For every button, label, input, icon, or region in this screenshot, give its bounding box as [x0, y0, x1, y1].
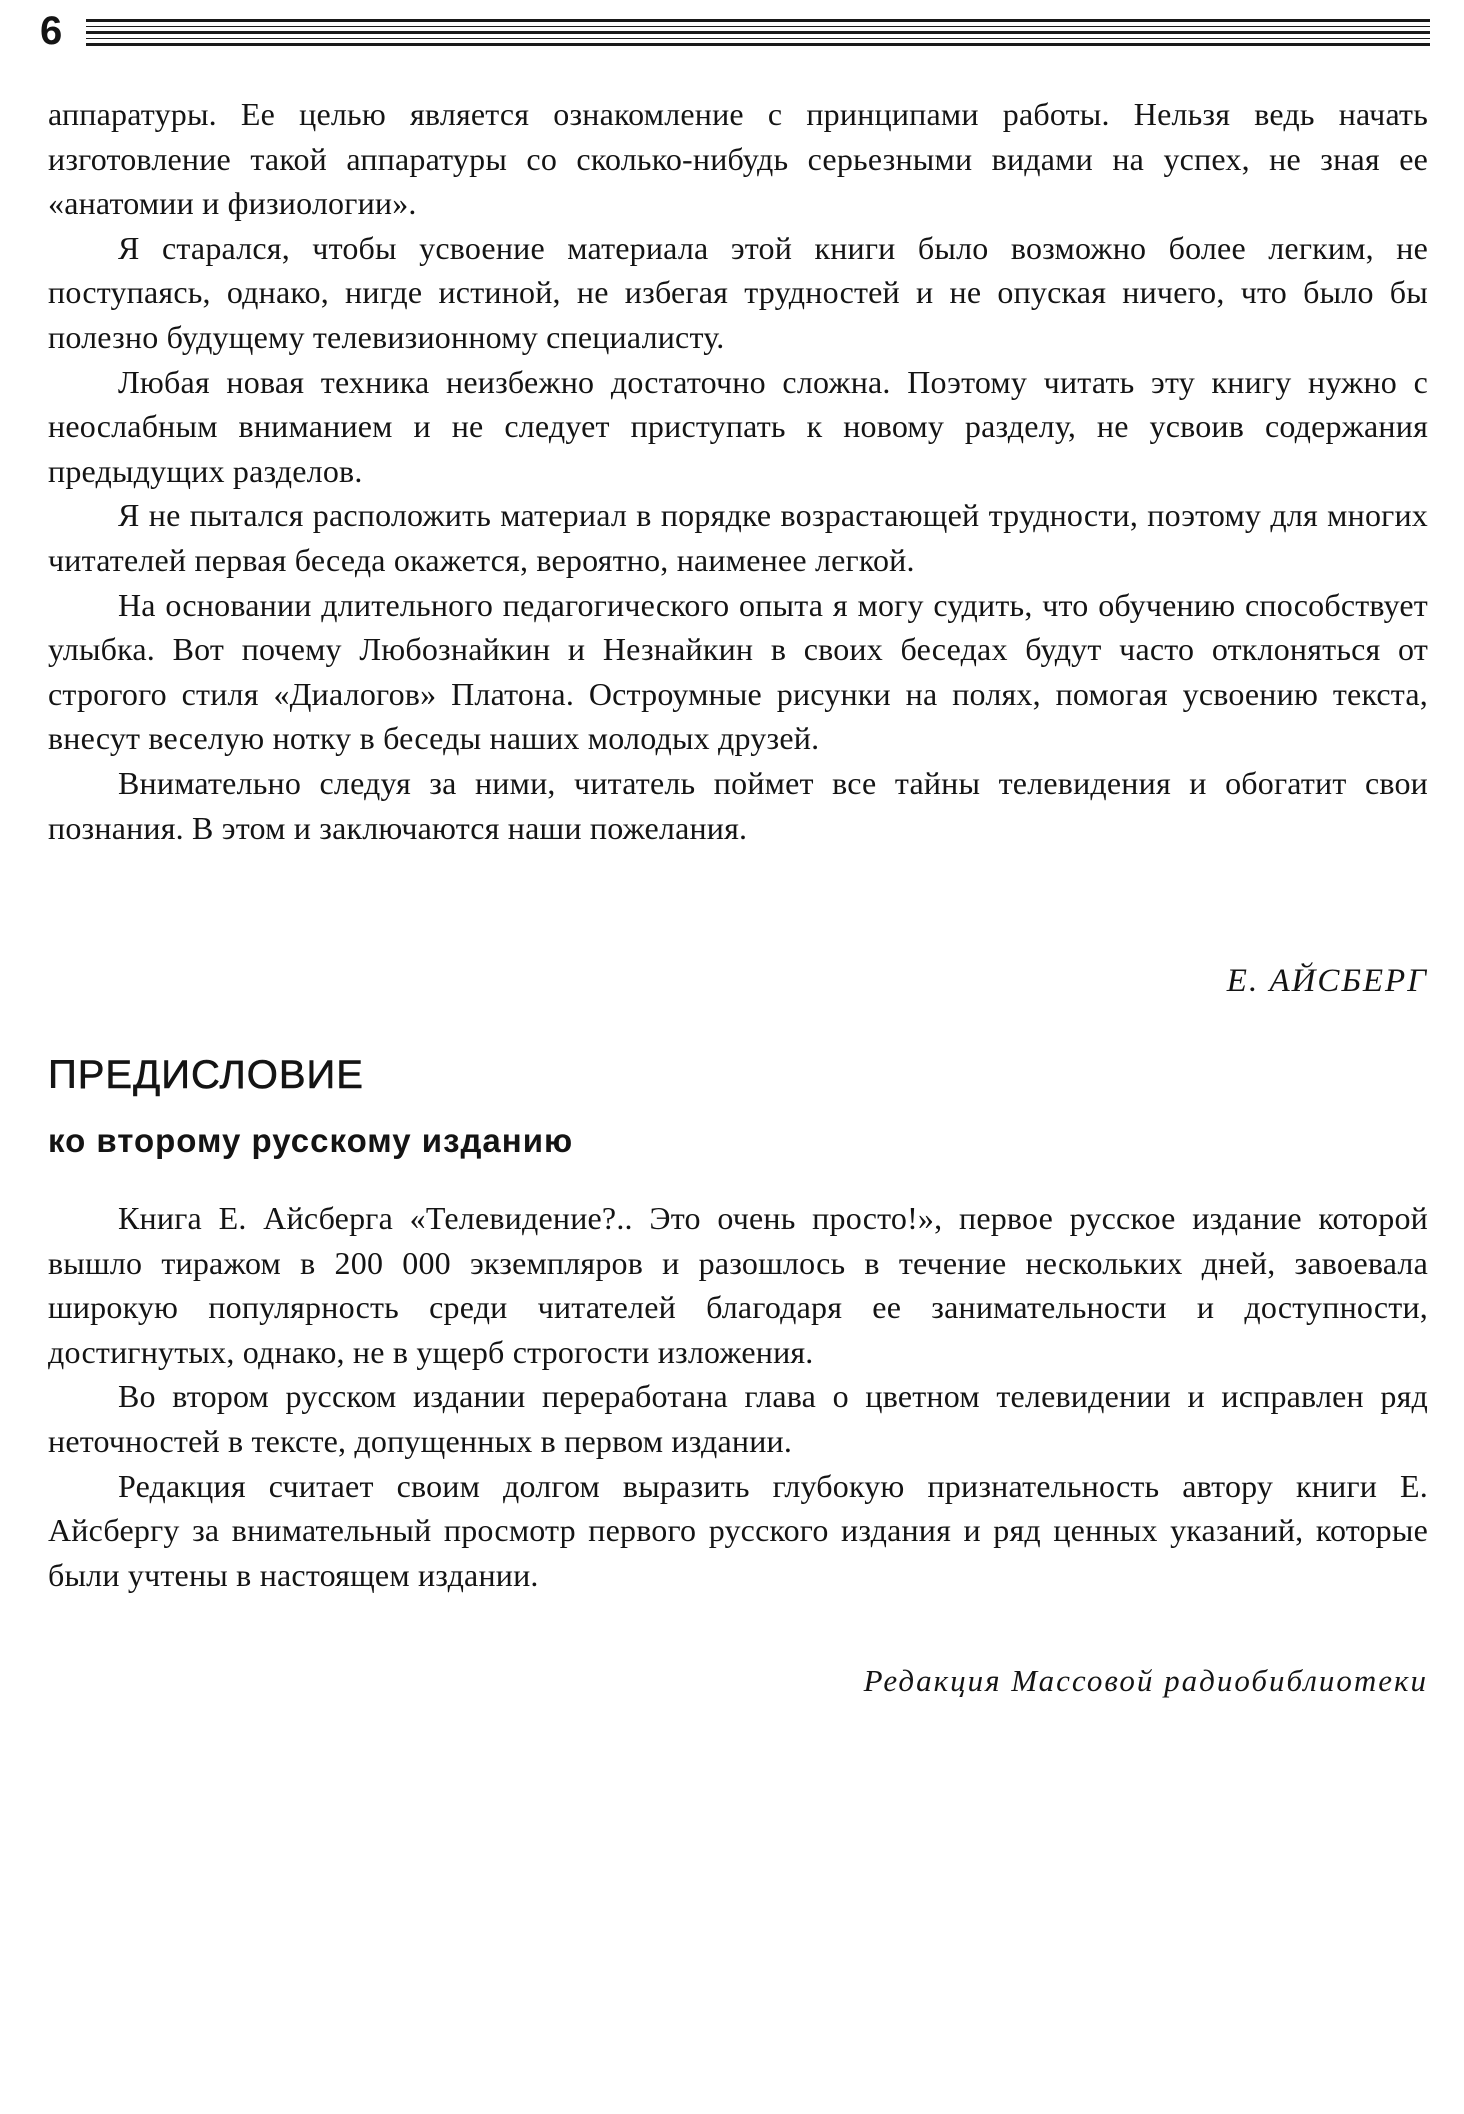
header-rule [86, 38, 1430, 39]
header-rule [86, 26, 1430, 27]
author-preface-text [48, 92, 1428, 850]
paragraph: Внимательно следуя за ними, читатель поймет все тайны телевидения и обогатит свои познания. В этом и заключаются наши пожелания. [48, 764, 1428, 846]
page-header [40, 8, 1430, 54]
paragraph: Я не пытался расположить материал в порядке возрастающей трудности, поэтому для многих читателей первая беседа окажется, вероятно, наименее легкой. [48, 497, 1428, 578]
header-rule [86, 19, 1430, 22]
second-preface-text [48, 1196, 1428, 1597]
header-rule [86, 31, 1430, 34]
paragraph: Во втором русском издании переработана глава о цветном телевидении и исправлен ряд неточностей в тексте, допущенных в первом издании. [48, 1378, 1428, 1459]
editorial-signature: Редакция Массовой радиобиблиотеки [863, 1663, 1428, 1698]
section-subtitle: ко второму русскому изданию [48, 1122, 574, 1159]
paragraph: На основании длительного педагогического опыта я могу судить, что обучению способствует улыбка. Вот почему Любознайкин и Незнайкин в своих беседах будут часто отклоняться от строгого стиля «Диалогов» Платона. Остроумные рисунки на полях, помогая усвоению текста, внесут веселую нотку в беседы наших молодых друзей. [48, 586, 1428, 757]
paragraph: Книга Е. Айсберга «Телевидение?.. Это очень просто!», первое русское издание которой вышло тиражом в 200 000 экземпляров и разошлось в течение нескольких дней, завоевала широкую популярность среди читателей благодаря ее занимательности и доступности, достигнутых, однако, не в ущерб строгости изложения. [48, 1200, 1428, 1370]
header-rule [86, 43, 1430, 46]
paragraph: Редакция считает своим долгом выразить глубокую признательность автору книги Е. Айсбергу за внимательный просмотр первого русского издания и ряд ценных указаний, которые были учтены в настоящем издании. [48, 1467, 1428, 1593]
section-title: ПРЕДИСЛОВИЕ [48, 1053, 364, 1097]
paragraph: Я старался, чтобы усвоение материала этой книги было возможно более легким, не поступаясь, однако, нигде истиной, не избегая трудностей и не опуская ничего, что было бы полезно будущему телевизионному специалисту. [48, 229, 1428, 355]
paragraph: аппаратуры. Ее целью является ознакомление с принципами работы. Нельзя ведь начать изготовление такой аппаратуры со сколько-нибудь серьезными видами на успех, не зная ее «анатомии и физиологии». [48, 96, 1428, 222]
page-number: 6 [40, 9, 63, 53]
paragraph: Любая новая техника неизбежно достаточно сложна. Поэтому читать эту книгу нужно с неослабным вниманием и не следует приступать к новому разделу, не усвоив содержания предыдущих разделов. [48, 363, 1428, 489]
author-signature: Е. АЙСБЕРГ [1226, 963, 1428, 999]
